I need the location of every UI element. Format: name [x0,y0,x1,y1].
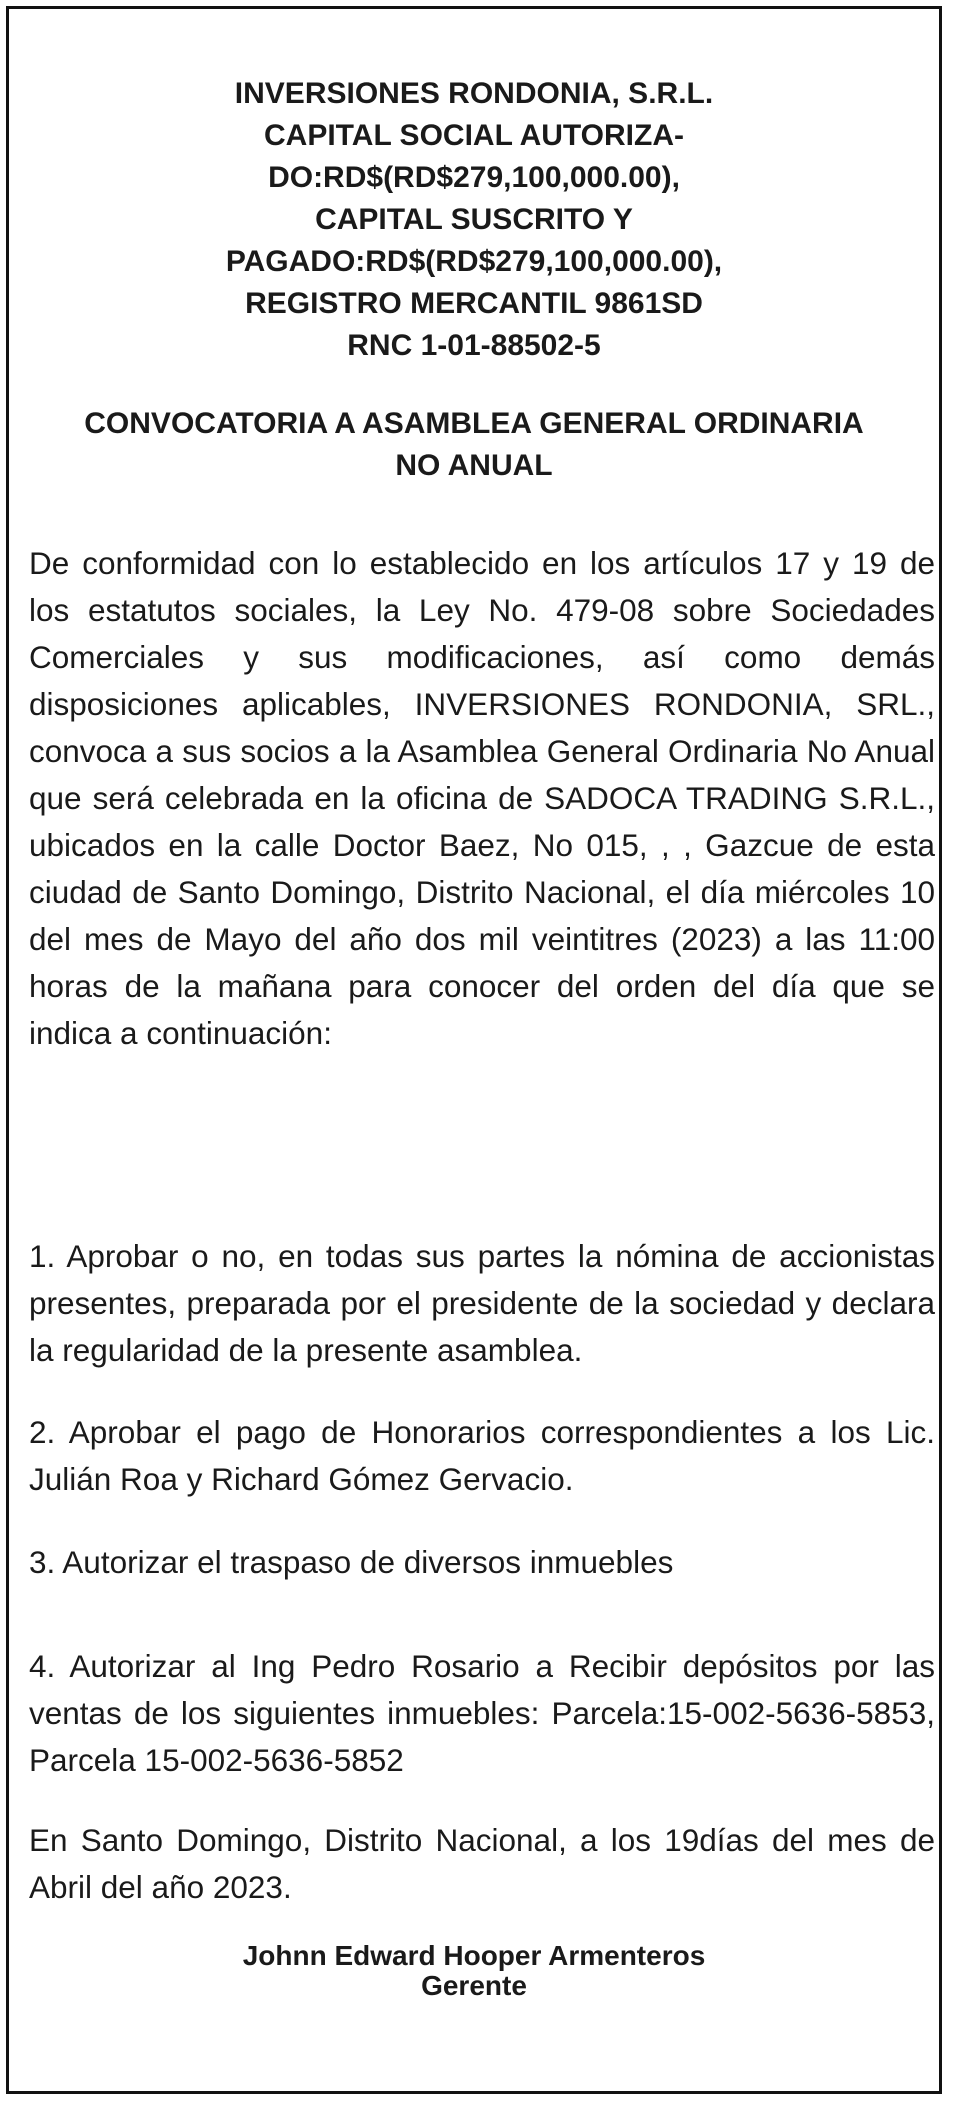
company-name: INVERSIONES RONDONIA, S.R.L. [234,77,714,110]
agenda-item-1: 1. Aprobar o no, en todas sus partes la nómina de accionistas presentes, preparada por el presidente de la sociedad y declara la regularidad de la presente asamblea. [29,1238,935,1368]
agenda-item-3: 3. Autorizar el traspaso de diversos inmuebles [29,1544,674,1580]
agenda-item-4: 4. Autorizar al Ing Pedro Rosario a Recibir depósitos por las ventas de los siguientes inmuebles: Parcela:15-002-5636-5853, Parcela 15-002-5636-5852 [29,1648,935,1778]
signatory-role: Gerente [421,1970,527,2001]
authorized-capital-line-1: CAPITAL SOCIAL AUTORIZA- [264,119,684,152]
notice-title-line-2: NO ANUAL [395,449,553,482]
mercantile-registry: REGISTRO MERCANTIL 9861SD [245,287,703,320]
subscribed-capital-line-1: CAPITAL SUSCRITO Y [315,203,633,236]
rnc-number: RNC 1-01-88502-5 [347,329,601,362]
intro-paragraph: De conformidad con lo establecido en los artículos 17 y 19 de los estatutos sociales, la Ley No. 479-08 sobre Sociedades Comerciales y sus modificaciones, así como demás disposiciones aplicables, INVERSIONES RONDONIA, SRL., convoca a sus socios a la Asamblea General Ordinaria No Anual que será celebrada en la oficina de SADOCA TRADING S.R.L., ubicados en la calle Doctor Baez, No 015, , , Gazcue de esta ciudad de Santo Domingo, Distrito Nacional, el día miércoles 10 del mes de Mayo del año dos mil veintitres (2023) a las 11:00 horas de la mañana para conocer del orden del día que se indica a continuación: [29,545,935,1051]
notice-frame [6,6,942,2094]
agenda-item-2: 2. Aprobar el pago de Honorarios correspondientes a los Lic. Julián Roa y Richard Gómez Gervacio. [29,1414,935,1497]
signature-block [9,1941,939,2001]
company-header [9,73,939,367]
signatory-name: Johnn Edward Hooper Armenteros [242,1940,706,1971]
closing-date-paragraph: En Santo Domingo, Distrito Nacional, a los 19días del mes de Abril del año 2023. [29,1822,935,1905]
notice-title [9,403,939,487]
subscribed-capital-line-2: PAGADO:RD$(RD$279,100,000.00), [225,245,723,278]
authorized-capital-line-2: DO:RD$(RD$279,100,000.00), [268,161,680,194]
notice-title-line-1: CONVOCATORIA A ASAMBLEA GENERAL ORDINARIA [84,407,864,440]
